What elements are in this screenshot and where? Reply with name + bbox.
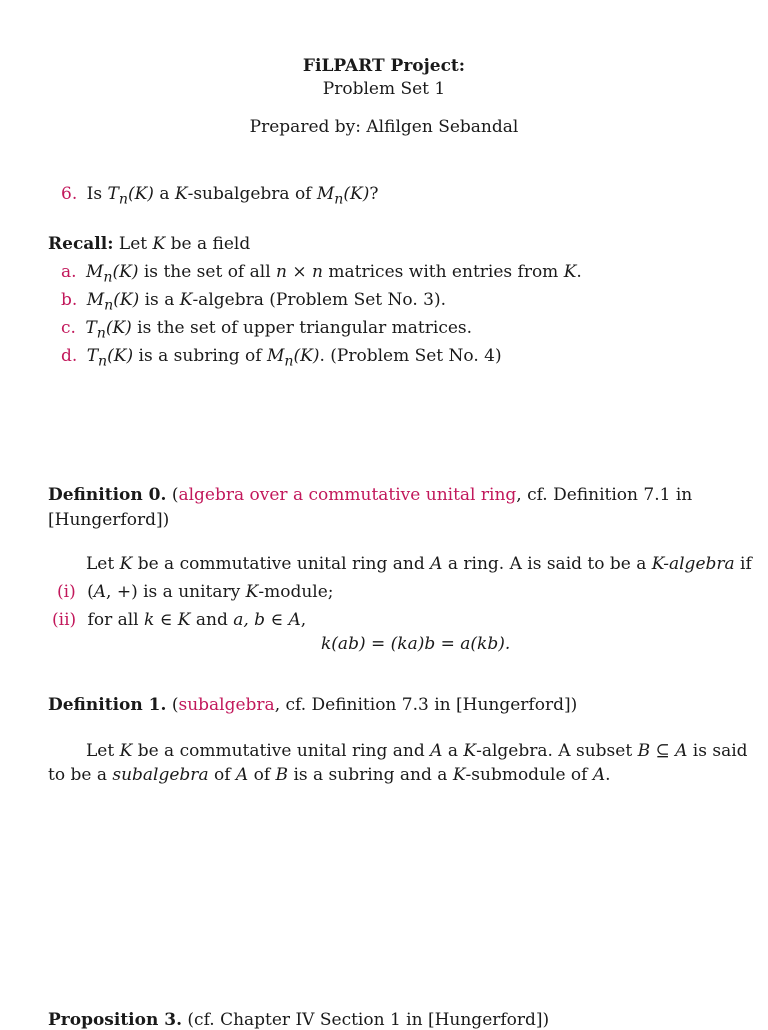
math-subset: ⊆ (650, 741, 676, 761)
definition-1-link[interactable]: subalgebra (178, 695, 275, 715)
definition-1-heading (48, 695, 577, 715)
problem-statement (61, 184, 379, 207)
def1-body-mid2: a (442, 741, 464, 761)
math-M: M (316, 184, 335, 204)
prepared-by: Prepared by: Alfilgen Sebandal (249, 117, 519, 137)
math-K: K (177, 610, 191, 630)
math-n-by-n: n × n (276, 262, 323, 282)
math-K: K (179, 290, 193, 310)
def1-body-end: is said (687, 741, 748, 761)
def0-body-pre: Let (86, 554, 120, 574)
math-k: k (144, 610, 155, 630)
definition-1-body-line2 (48, 765, 611, 785)
math-K: K (563, 262, 577, 282)
recall-item-c (61, 318, 472, 341)
item-ii-comma: , (300, 610, 307, 630)
definition-0-label: Definition 0. (48, 485, 167, 505)
def0-body-mid: be a commutative unital ring and (132, 554, 431, 574)
math-A: A (430, 741, 443, 761)
item-i-mark: (i) (57, 582, 76, 602)
definition-0-item-i (57, 582, 334, 602)
math-A: A (93, 582, 107, 602)
math-n2: n (334, 191, 344, 208)
def1-body-pre: Let (86, 741, 120, 761)
math-K: K (245, 582, 259, 602)
math-K: K (119, 741, 133, 761)
math-M: M (85, 262, 104, 282)
def0-body-end: if (734, 554, 752, 574)
recall-item-b (61, 290, 446, 313)
recall-intro-post: be a field (165, 234, 251, 254)
document-title: FiLPART Project: (302, 56, 466, 76)
recall-item-mark: b. (61, 290, 78, 310)
item-ii-pre: for all (87, 610, 145, 630)
math-A: A (235, 765, 249, 785)
math-T: T (86, 346, 99, 366)
def1-body-mid: be a commutative unital ring and (132, 741, 431, 761)
definition-0-body (86, 554, 752, 574)
recall-intro (48, 234, 250, 254)
document-subtitle: Problem Set 1 (322, 79, 446, 99)
def1-line2-ofB: of (248, 765, 276, 785)
item-ii-mark: (ii) (52, 610, 77, 630)
recall-b-text2: -algebra (Problem Set No. 3). (192, 290, 446, 310)
item-i-pre: ( (87, 582, 94, 602)
math-B: B (275, 765, 289, 785)
recall-a-text1: is the set of all (138, 262, 277, 282)
recall-intro-K: K (152, 234, 166, 254)
definition-0-paren: ( (166, 485, 179, 505)
math-M: M (86, 290, 105, 310)
math-n: n (104, 297, 114, 314)
math-n: n (284, 353, 294, 370)
math-n: n (103, 269, 113, 286)
def1-subalgebra-term: subalgebra (112, 765, 209, 785)
math-K-paren: (K) (107, 346, 134, 366)
item-i-mid: , +) is a unitary (106, 582, 246, 602)
definition-0-heading-line2: [Hungerford]) (48, 510, 170, 530)
recall-item-mark: a. (61, 262, 77, 282)
math-K: K (174, 184, 188, 204)
math-K: K (119, 554, 133, 574)
math-in: ∈ (265, 610, 289, 630)
math-A: A (430, 554, 443, 574)
def0-K-algebra-term: K-algebra (651, 554, 735, 574)
math-K: K (452, 765, 466, 785)
definition-1-paren: ( (166, 695, 179, 715)
definition-1-body-line1 (86, 741, 748, 761)
math-K2-paren: (K) (343, 184, 370, 204)
math-A: A (592, 765, 606, 785)
recall-a-text2: matrices with entries from (323, 262, 564, 282)
definition-1-label: Definition 1. (48, 695, 167, 715)
def1-body-mid3: -algebra. A subset (476, 741, 638, 761)
math-M: M (266, 346, 285, 366)
problem-text-mid2: -subalgebra of (187, 184, 317, 204)
proposition-3-rest: (cf. Chapter IV Section 1 in [Hungerford]) (182, 1010, 550, 1030)
math-n: n (118, 191, 128, 208)
math-A: A (675, 741, 688, 761)
math-K: K (463, 741, 477, 761)
math-K-paren: (K) (293, 346, 320, 366)
math-K-paren: (K) (105, 318, 132, 338)
math-in: ∈ (154, 610, 178, 630)
def1-line2-mid: is a subring and a (288, 765, 453, 785)
equation-text: k(ab) = (ka)b = a(kb). (321, 634, 511, 654)
definition-0-item-ii (52, 610, 306, 630)
recall-d-text2: . (Problem Set No. 4) (319, 346, 502, 366)
item-i-end: -module; (258, 582, 334, 602)
recall-item-a (61, 262, 582, 285)
math-T: T (85, 318, 97, 338)
definition-1-rest: , cf. Definition 7.3 in [Hungerford]) (274, 695, 578, 715)
proposition-3-heading (48, 1010, 549, 1030)
math-K-paren: (K) (127, 184, 154, 204)
recall-d-text1: is a subring of (133, 346, 267, 366)
math-K-paren: (K) (113, 290, 140, 310)
problem-text-end: ? (369, 184, 379, 204)
math-B: B (637, 741, 651, 761)
item-ii-and: and (190, 610, 234, 630)
def1-line2-end: -submodule of (465, 765, 593, 785)
problem-number: 6. (61, 184, 78, 204)
recall-a-dot: . (576, 262, 582, 282)
math-n: n (98, 353, 108, 370)
definition-0-rest: , cf. Definition 7.1 in (516, 485, 693, 505)
math-A: A (288, 610, 301, 630)
def1-line2-of: of (208, 765, 236, 785)
definition-0-equation (321, 634, 510, 654)
math-K-paren: (K) (112, 262, 139, 282)
math-n: n (96, 325, 106, 342)
recall-intro-pre: Let (113, 234, 153, 254)
recall-item-mark: c. (61, 318, 76, 338)
problem-text-pre: Is (86, 184, 108, 204)
math-a-b: a, b (233, 610, 266, 630)
definition-0-link[interactable]: algebra over a commutative unital ring (178, 485, 517, 505)
recall-label: Recall: (48, 234, 114, 254)
math-T: T (107, 184, 119, 204)
def0-body-mid2: a ring. A is said to be a (442, 554, 652, 574)
definition-0-heading (48, 485, 692, 505)
def1-line2-dot: . (605, 765, 611, 785)
problem-text-mid: a (153, 184, 175, 204)
recall-item-mark: d. (61, 346, 78, 366)
def1-line2-pre: to be a (48, 765, 113, 785)
proposition-3-label: Proposition 3. (48, 1010, 183, 1030)
recall-item-d (61, 346, 502, 369)
recall-b-text1: is a (139, 290, 180, 310)
recall-c-text: is the set of upper triangular matrices. (131, 318, 473, 338)
